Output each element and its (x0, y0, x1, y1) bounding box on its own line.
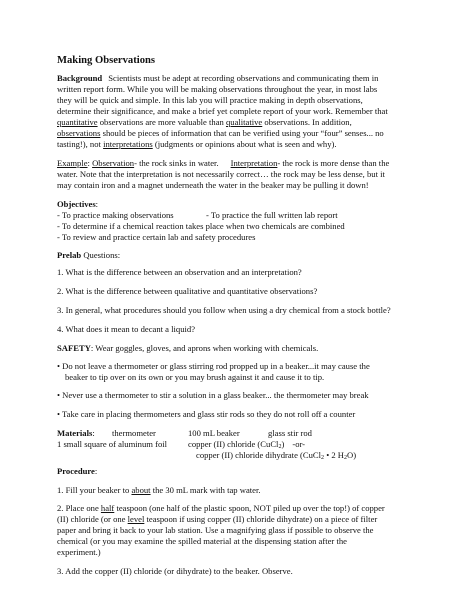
safety-bullet-3: • Take care in placing thermometers and glass stir rods so they do not roll off a counter (57, 409, 356, 419)
step-emphasis: level (127, 514, 145, 524)
background-text: (judgments or opinions about what is seen and why). (152, 139, 337, 149)
step-text: (II) chloride (or one (57, 514, 128, 524)
background-line-7 (57, 139, 337, 150)
safety-intro: : Wear goggles, gloves, and aprons when working with chemicals. (90, 343, 319, 353)
example-text: - the rock is more dense than the (277, 158, 390, 168)
step-emphasis: half (100, 503, 115, 513)
safety-line (57, 343, 318, 354)
qualitative-term: qualitative (225, 117, 263, 127)
material-text: copper (II) chloride (CuCl (188, 439, 279, 449)
interpretation-label: Interpretation (230, 158, 278, 168)
prelab-heading: Prelab (57, 250, 82, 260)
materials-heading: Materials (57, 428, 93, 438)
observations-term: observations (57, 128, 101, 138)
procedure-heading-line (57, 466, 97, 477)
step-text: 1. Fill your beaker to (57, 485, 132, 495)
prelab-heading-rest: Questions: (81, 250, 121, 260)
material-subscript: 2 (344, 455, 348, 461)
procedure-step-2-line-3: paper and bring it back to your lab station. Use a magnifying glass if possible to observe the (57, 525, 374, 535)
materials-colon: : (92, 428, 95, 438)
example-line-1: Example: Observation- the rock sinks in water. Interpretation- the rock is more dense than the (57, 158, 390, 168)
procedure-step-2-line-2 (57, 514, 377, 525)
example-line-3: may contain iron and a magnet underneath the water in the beaker may be pulling it down! (57, 180, 369, 190)
page-title: Making Observations (57, 55, 156, 66)
background-line-1 (57, 73, 378, 84)
interpretations-term: interpretations (103, 139, 153, 149)
material-aluminum-foil: 1 small square of aluminum foil (57, 439, 168, 449)
procedure-step-2-line-4: chemical (or you may examine the spilled material at the dispensing station after the (57, 536, 347, 546)
prelab-heading-line (57, 250, 120, 261)
safety-heading: SAFETY (57, 343, 91, 353)
material-text: copper (II) chloride dihydrate (CuCl (196, 450, 322, 460)
objective-item-2: - To practice the full written lab report (206, 210, 338, 220)
background-line-4: determine their significance, and make a brief yet complete report of your work. Remember that (57, 106, 388, 116)
objective-item-3: - To determine if a chemical reaction takes place when two chemicals are combined (57, 221, 345, 231)
background-line-5 (57, 117, 352, 128)
background-line-6 (57, 128, 384, 139)
material-text: O) (347, 450, 357, 460)
procedure-step-2-line-5: experiment.) (57, 547, 101, 557)
material-thermometer: thermometer (112, 428, 156, 438)
material-copper-chloride-dihydrate (196, 450, 356, 461)
step-text: teaspoon if using copper (II) chloride dihydrate) on a piece of filter (144, 514, 378, 524)
material-or: -or- (292, 439, 306, 449)
procedure-step-1 (57, 485, 261, 496)
safety-bullet-1-cont: beaker to tip over on its own or you may brush against it and cause it to tip. (65, 372, 325, 382)
material-stir-rod: glass stir rod (268, 428, 312, 438)
prelab-question-1: 1. What is the difference between an observation and an interpretation? (57, 267, 302, 277)
step-text: 2. Place one (57, 503, 101, 513)
objectives-heading-line: Objectives: (57, 199, 99, 209)
procedure-step-2-line-1 (57, 503, 385, 514)
background-line-2: written report form. While you will be making observations throughout the year, in most labs (57, 84, 378, 94)
prelab-question-3: 3. In general, what procedures should you follow when using a dry chemical from a stock bottle? (57, 305, 391, 315)
background-text: tasting!), not (57, 139, 104, 149)
material-text: ) (281, 439, 285, 449)
background-heading: Background (57, 73, 103, 83)
material-text: • 2 H (324, 450, 345, 460)
material-copper-chloride (188, 439, 305, 450)
safety-bullet-2: • Never use a thermometer to stir a solution in a glass beaker... the thermometer may break (57, 390, 369, 400)
background-line-3: they will be quick and simple. In this lab you will practice making in depth observations, (57, 95, 363, 105)
quantitative-term: quantitative (57, 117, 98, 127)
material-beaker: 100 mL beaker (188, 428, 240, 438)
procedure-colon: : (94, 466, 98, 476)
observation-label: Observation (92, 158, 135, 168)
procedure-heading: Procedure (57, 466, 95, 476)
step-emphasis: about (131, 485, 151, 495)
prelab-question-2: 2. What is the difference between qualitative and quantitative observations? (57, 286, 318, 296)
objective-item-4: - To review and practice certain lab and safety procedures (57, 232, 256, 242)
background-text: should be pieces of information that can be verified using your “four” senses... no (100, 128, 384, 138)
materials-heading-line (57, 428, 95, 439)
example-text: - the rock sinks in water. (134, 158, 219, 168)
material-subscript: 2 (278, 444, 282, 450)
step-text: the 30 mL mark with tap water. (150, 485, 261, 495)
prelab-question-4: 4. What does it mean to decant a liquid? (57, 324, 196, 334)
objectives-heading: Objectives (57, 199, 96, 209)
example-line-2: water. Note that the interpretation is not necessarily correct… the rock may be less dense, but it (57, 169, 385, 179)
material-subscript: 2 (321, 455, 325, 461)
safety-bullet-1: • Do not leave a thermometer or glass stirring rod propped up in a beaker...it may cause the (57, 361, 370, 371)
background-text: observations. In addition, (262, 117, 352, 127)
procedure-step-3: 3. Add the copper (II) chloride (or dihydrate) to the beaker. Observe. (57, 566, 293, 576)
objective-item-1: - To practice making observations (57, 210, 174, 220)
background-text: Scientists must be adept at recording observations and communicating them in (108, 73, 379, 83)
step-text: teaspoon (one half of the plastic spoon, NOT piled up over the top!) of copper (114, 503, 385, 513)
example-label: Example (57, 158, 88, 168)
background-text: observations are more valuable than (97, 117, 226, 127)
